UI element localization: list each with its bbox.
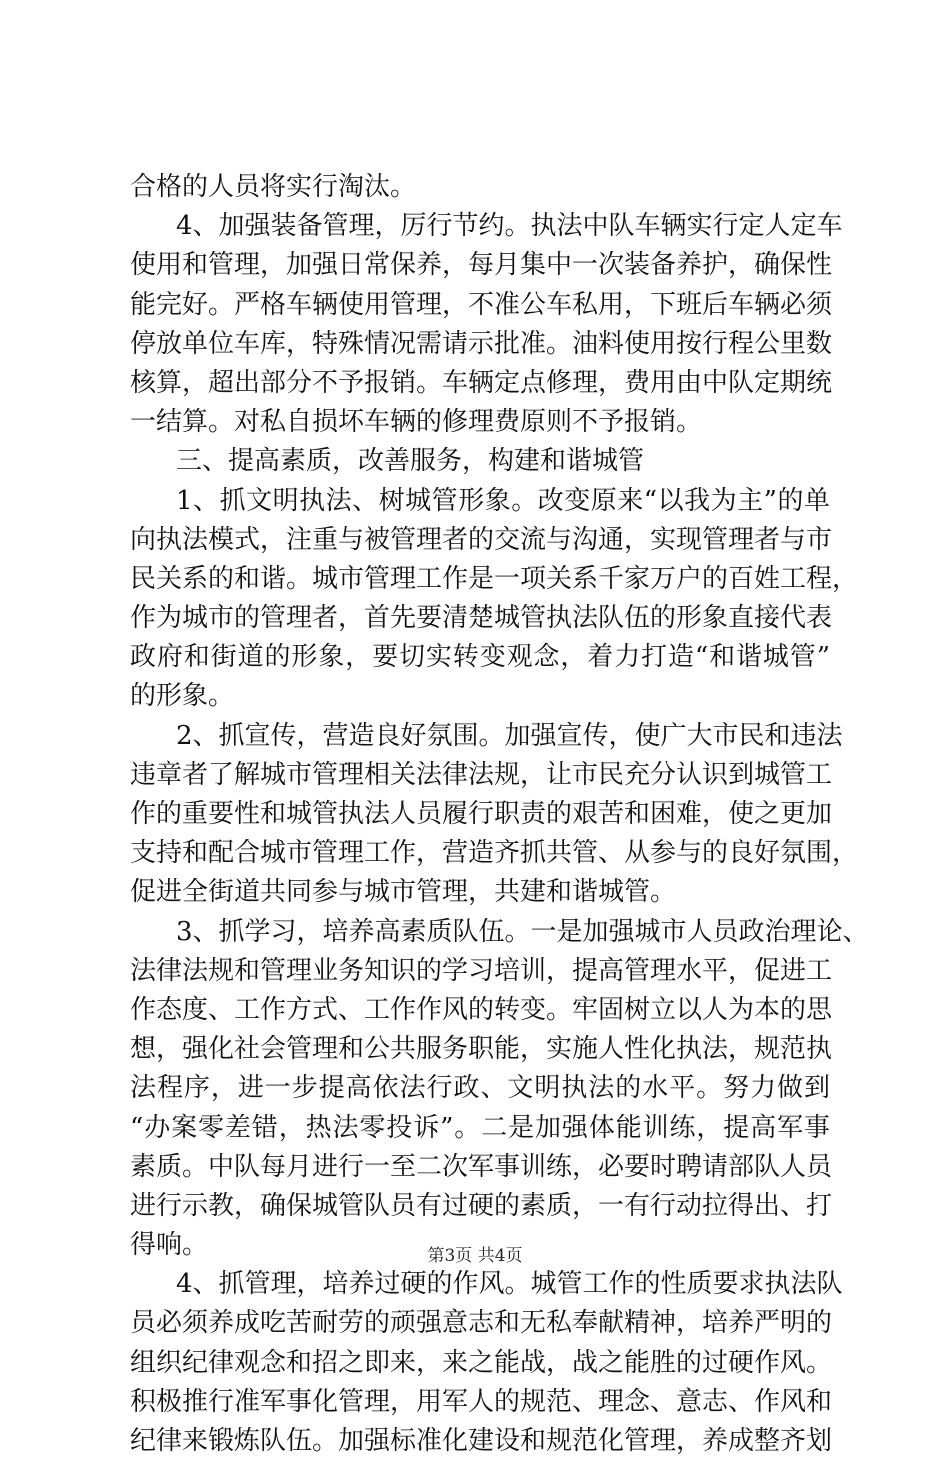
text-line: 进行示教，确保城管队员有过硬的素质，一有行动拉得出、打: [130, 1190, 833, 1221]
section-heading: 三、提高素质，改善服务，构建和谐城管: [176, 446, 645, 477]
text-line: 的形象。: [130, 681, 235, 712]
text-line: 合格的人员将实行淘汰。: [130, 172, 417, 202]
text-line: 作态度、工作方式、工作作风的转变。牢固树立以人为本的思: [130, 994, 833, 1025]
text-line: 向执法模式，注重与被管理者的交流与沟通，实现管理者与市: [130, 524, 833, 555]
text-line: 4、抓管理，培养过硬的作风。城管工作的性质要求执法队: [176, 1269, 843, 1300]
text-line: 1、抓文明执法、树城管形象。改变原来“以我为主”的单: [176, 485, 830, 516]
text-line: 违章者了解城市管理相关法律法规，让市民充分认识到城管工: [130, 759, 833, 790]
text-line: 使用和管理，加强日常保养，每月集中一次装备养护，确保性: [130, 250, 833, 281]
text-line: “办案零差错，热法零投诉”。二是加强体能训练，提高军事: [130, 1112, 830, 1143]
text-line: 得响。: [130, 1230, 209, 1261]
text-line: 员必须养成吃苦耐劳的顽强意志和无私奉献精神，培养严明的: [130, 1308, 833, 1339]
text-line: 核算，超出部分不予报销。车辆定点修理，费用由中队定期统: [130, 367, 833, 398]
text-line: 停放单位车库，特殊情况需请示批准。油料使用按行程公里数: [130, 328, 833, 359]
text-line: 4、加强装备管理，厉行节约。执法中队车辆实行定人定车: [176, 211, 843, 242]
text-line: 法程序，进一步提高依法行政、文明执法的水平。努力做到: [130, 1073, 830, 1104]
text-line: 想，强化社会管理和公共服务职能，实施人性化执法，规范执: [130, 1034, 833, 1065]
text-line: 促进全街道共同参与城市管理，共建和谐城管。: [130, 877, 677, 908]
page-number-footer: 第3页 共4页: [427, 1246, 523, 1266]
text-line: 2、抓宣传，营造良好氛围。加强宣传，使广大市民和违法: [176, 720, 843, 751]
text-line: 素质。中队每月进行一至二次军事训练，必要时聘请部队人员: [130, 1151, 833, 1182]
text-line: 政府和街道的形象，要切实转变观念，着力打造“和谐城管”: [130, 642, 830, 673]
text-line: 组织纪律观念和招之即来，来之能战，战之能胜的过硬作风。: [130, 1347, 833, 1378]
text-line: 支持和配合城市管理工作，营造齐抓共管、从参与的良好氛围，: [130, 838, 859, 869]
text-line: 作为城市的管理者，首先要清楚城管执法队伍的形象直接代表: [130, 603, 833, 634]
text-line: 民关系的和谐。城市管理工作是一项关系千家万户的百姓工程，: [130, 563, 859, 594]
text-line: 3、抓学习，培养高素质队伍。一是加强城市人员政治理论、: [176, 916, 869, 947]
text-line: 积极推行准军事化管理，用军人的规范、理念、意志、作风和: [130, 1386, 833, 1417]
text-line: 法律法规和管理业务知识的学习培训，提高管理水平，促进工: [130, 955, 833, 986]
text-line: 一结算。对私自损坏车辆的修理费原则不予报销。: [130, 407, 703, 438]
text-line: 能完好。严格车辆使用管理，不准公车私用，下班后车辆必须: [130, 289, 833, 320]
text-line: 作的重要性和城管执法人员履行职责的艰苦和困难，使之更加: [130, 799, 833, 829]
text-line: 纪律来锻炼队伍。加强标准化建设和规范化管理，养成整齐划: [130, 1426, 833, 1456]
